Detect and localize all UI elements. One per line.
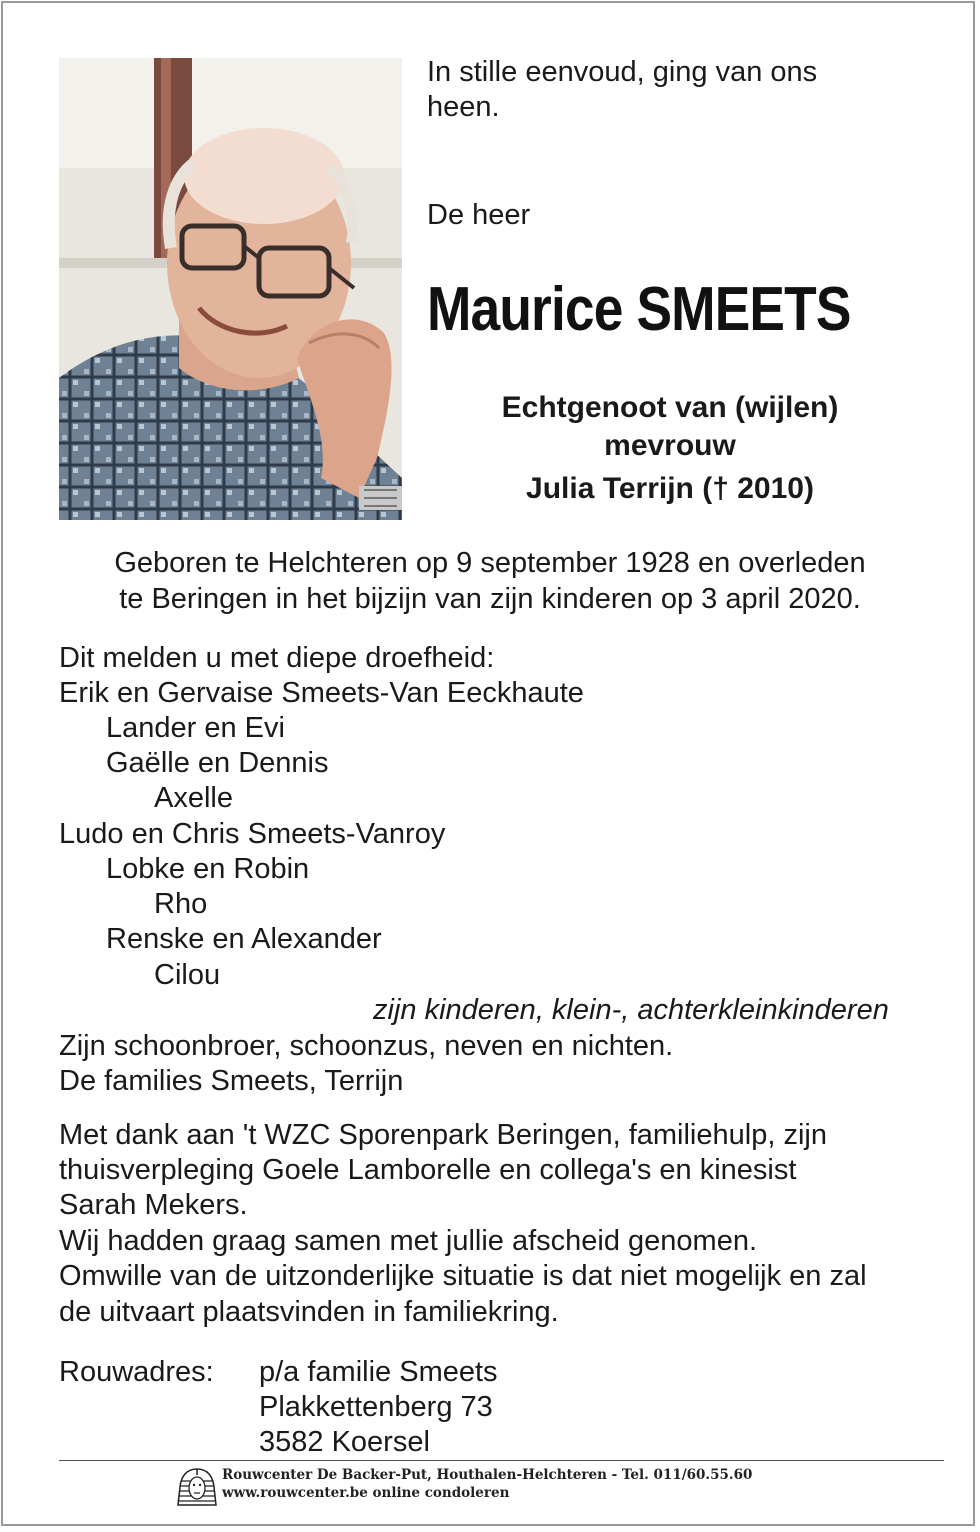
relatives-line: Zijn schoonbroer, schoonzus, neven en nichten.	[59, 1030, 674, 1062]
relatives-line: De families Smeets, Terrijn	[59, 1065, 404, 1097]
portrait-photo	[59, 58, 402, 520]
address-line: 3582 Koersel	[259, 1426, 430, 1458]
spouse-line-2: mevrouw	[604, 429, 736, 462]
pharaoh-logo-icon	[176, 1467, 218, 1507]
spouse-line-3: Julia Terrijn († 2010)	[526, 472, 814, 505]
thanks-line: thuisverpleging Goele Lamborelle en collega's en kinesist	[59, 1154, 797, 1186]
funeral-home-info: Rouwcenter De Backer-Put, Houthalen-Helchteren - Tel. 011/60.55.60	[222, 1467, 753, 1483]
address-line: p/a familie Smeets	[259, 1356, 498, 1388]
funeral-home-website[interactable]: www.rouwcenter.be online condoleren	[222, 1485, 510, 1501]
birth-death-line-1: Geboren te Helchteren op 9 september 1928 en overleden	[114, 547, 866, 579]
thanks-line: Sarah Mekers.	[59, 1189, 248, 1221]
family-line: Lander en Evi	[106, 712, 285, 744]
address-label: Rouwadres:	[59, 1356, 214, 1388]
family-caption: zijn kinderen, klein-, achterkleinkinderen	[373, 994, 889, 1026]
family-line: Renske en Alexander	[106, 923, 382, 955]
thanks-line: de uitvaart plaatsvinden in familiekring.	[59, 1296, 559, 1328]
family-line: Gaëlle en Dennis	[106, 747, 329, 779]
footer-divider	[59, 1460, 944, 1461]
intro-text: In stille eenvoud, ging van ons heen.	[427, 56, 818, 123]
announcement: Dit melden u met diepe droefheid:	[59, 642, 495, 674]
thanks-line: Omwille van de uitzonderlijke situatie is dat niet mogelijk en zal	[59, 1260, 867, 1292]
thanks-line: Wij hadden graag samen met jullie afscheid genomen.	[59, 1225, 758, 1257]
family-line: Axelle	[154, 782, 233, 814]
family-line: Rho	[154, 888, 208, 920]
family-line: Cilou	[154, 959, 221, 991]
family-line: Lobke en Robin	[106, 853, 310, 885]
deceased-name: Maurice SMEETS	[427, 275, 851, 344]
family-line: Erik en Gervaise Smeets-Van Eeckhaute	[59, 677, 584, 709]
family-line: Ludo en Chris Smeets-Vanroy	[59, 818, 446, 850]
spouse-line-1: Echtgenoot van (wijlen)	[501, 391, 839, 424]
thanks-line: Met dank aan 't WZC Sporenpark Beringen, familiehulp, zijn	[59, 1119, 827, 1151]
address-line: Plakkettenberg 73	[259, 1391, 493, 1423]
honorific: De heer	[427, 199, 531, 231]
birth-death-line-2: te Beringen in het bijzijn van zijn kinderen op 3 april 2020.	[119, 583, 861, 615]
